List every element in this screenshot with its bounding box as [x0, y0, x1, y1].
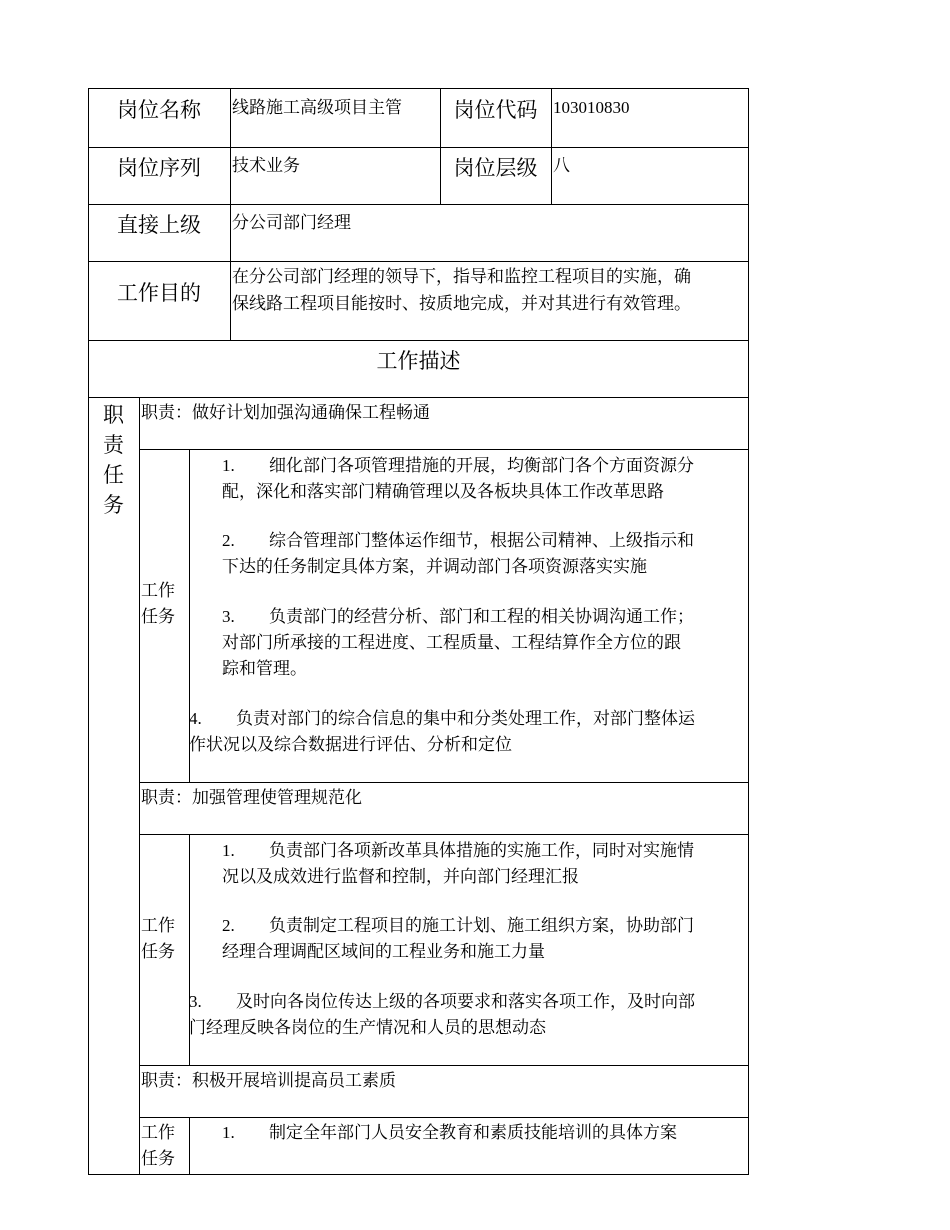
col-divider [189, 1117, 190, 1174]
duty-title: 职责：积极开展培训提高员工素质 [141, 1071, 396, 1090]
item-text: 门经理反映各岗位的生产情况和人员的思想动态 [189, 1018, 546, 1037]
list-item [222, 528, 694, 580]
work-task-label-line: 任务 [141, 942, 175, 961]
position-code-value: 103010830 [553, 98, 630, 117]
item-number: 2. [222, 531, 235, 550]
level-label: 岗位层级 [453, 156, 538, 180]
row-divider [139, 782, 749, 783]
side-label-char: 任 [103, 463, 124, 487]
item-number: 3. [222, 607, 235, 626]
row-divider [88, 261, 749, 262]
row-divider [139, 834, 749, 835]
work-task-label-line: 任务 [141, 607, 175, 626]
position-name-value: 线路施工高级项目主管 [232, 98, 402, 117]
work-task-label [141, 913, 175, 965]
purpose-label: 工作目的 [117, 281, 201, 305]
item-text: 作状况以及综合数据进行评估、分析和定位 [189, 735, 512, 754]
item-text: 制定全年部门人员安全教育和素质技能培训的具体方案 [269, 1123, 677, 1142]
table-border-right [748, 88, 749, 1174]
list-item [222, 604, 694, 682]
level-value: 八 [553, 156, 570, 175]
item-text: 细化部门各项管理措施的开展，均衡部门各个方面资源分 [269, 456, 694, 475]
list-item [222, 838, 694, 890]
table-border-left [88, 88, 89, 1174]
position-name-label: 岗位名称 [117, 98, 201, 122]
item-text: 况以及成效进行监督和控制，并向部门经理汇报 [222, 867, 579, 886]
item-number: 3. [189, 992, 202, 1011]
row-divider [88, 397, 749, 398]
item-text: 及时向各岗位传达上级的各项要求和落实各项工作，及时向部 [236, 992, 695, 1011]
superior-value: 分公司部门经理 [232, 213, 351, 232]
description-title: 工作描述 [376, 349, 461, 373]
list-item [189, 706, 695, 758]
work-task-label-line: 工作 [141, 916, 175, 935]
position-code-label: 岗位代码 [453, 98, 538, 122]
row-divider [139, 1065, 749, 1066]
side-label-char: 责 [103, 433, 124, 457]
purpose-line: 在分公司部门经理的领导下，指导和监控工程项目的实施，确 [232, 267, 691, 286]
col-divider [551, 88, 552, 204]
item-text: 踪和管理。 [222, 659, 307, 678]
row-divider [88, 340, 749, 341]
duty-title: 职责：做好计划加强沟通确保工程畅通 [141, 403, 430, 422]
item-text: 负责对部门的综合信息的集中和分类处理工作，对部门整体运 [236, 709, 695, 728]
sequence-label: 岗位序列 [117, 156, 201, 180]
side-label-char: 务 [103, 493, 124, 517]
item-number: 4. [189, 709, 202, 728]
work-task-label [141, 578, 175, 630]
sequence-value: 技术业务 [232, 156, 300, 175]
item-text: 负责制定工程项目的施工计划、施工组织方案，协助部门 [269, 916, 694, 935]
list-item [222, 453, 694, 505]
superior-label: 直接上级 [117, 213, 201, 237]
table-border-bottom [88, 1174, 749, 1175]
duty-task-side-label [88, 400, 139, 520]
row-divider [88, 147, 749, 148]
purpose-line: 保线路工程项目能按时、按质地完成，并对其进行有效管理。 [232, 294, 691, 313]
list-item [222, 913, 694, 965]
item-number: 2. [222, 916, 235, 935]
row-divider [139, 449, 749, 450]
col-divider [230, 88, 231, 340]
row-divider [139, 1117, 749, 1118]
work-task-label-line: 工作 [141, 1123, 175, 1142]
item-text: 下达的任务制定具体方案，并调动部门各项资源落实实施 [222, 557, 647, 576]
item-text: 配，深化和落实部门精确管理以及各板块具体工作改革思路 [222, 482, 664, 501]
item-text: 综合管理部门整体运作细节，根据公司精神、上级指示和 [269, 531, 694, 550]
item-text: 负责部门各项新改革具体措施的实施工作，同时对实施情 [269, 841, 694, 860]
work-task-label [141, 1120, 175, 1172]
item-text: 对部门所承接的工程进度、工程质量、工程结算作全方位的跟 [222, 633, 681, 652]
side-label-char: 职 [103, 403, 124, 427]
row-divider [88, 204, 749, 205]
col-divider [139, 397, 140, 1174]
item-text: 负责部门的经营分析、部门和工程的相关协调沟通工作； [269, 607, 694, 626]
table-border-top [88, 88, 749, 89]
duty-title: 职责：加强管理使管理规范化 [141, 788, 362, 807]
item-text: 经理合理调配区域间的工程业务和施工力量 [222, 942, 545, 961]
item-number: 1. [222, 841, 235, 860]
list-item [189, 989, 695, 1041]
work-task-label-line: 工作 [141, 581, 175, 600]
item-number: 1. [222, 456, 235, 475]
work-task-label-line: 任务 [141, 1149, 175, 1168]
list-item [222, 1120, 677, 1146]
item-number: 1. [222, 1123, 235, 1142]
